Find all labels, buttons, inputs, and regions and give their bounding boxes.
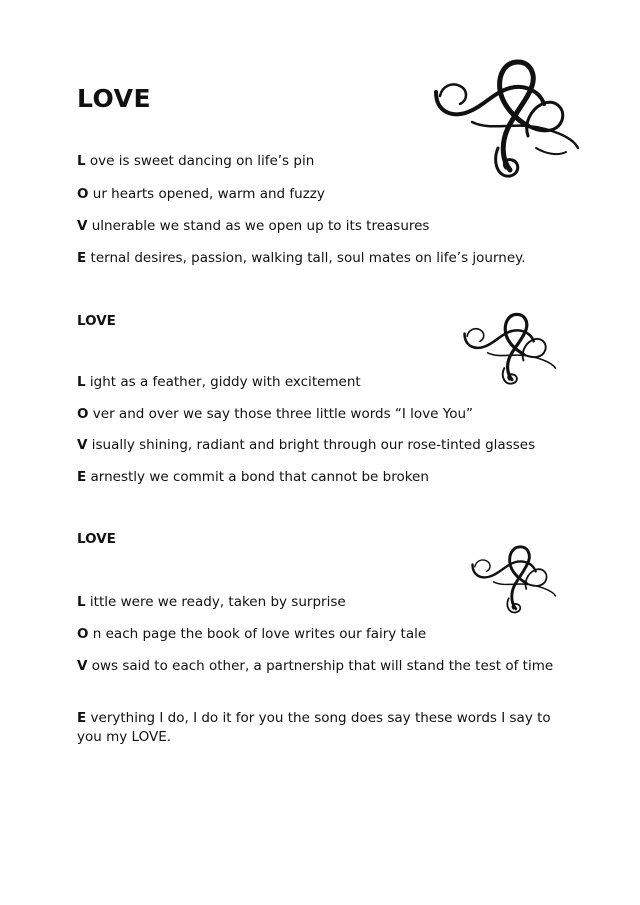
line-initial: V <box>77 437 88 453</box>
line-initial: V <box>77 218 88 234</box>
line-initial: L <box>77 153 86 169</box>
poem-2-line-3 <box>77 436 577 455</box>
line-text: ver and over we say those three little words “I love You” <box>92 406 474 422</box>
poem-2-line-1 <box>77 373 577 392</box>
poem-1-line-3 <box>77 217 577 236</box>
line-initial: E <box>77 469 87 485</box>
poem-1-title: LOVE <box>77 84 152 113</box>
line-text: ows said to each other, a partnership that will stand the test of time <box>91 658 554 674</box>
poem-2-line-4 <box>77 468 577 487</box>
line-text: isually shining, radiant and bright through our rose-tinted glasses <box>91 437 536 453</box>
poem-3-line-1 <box>77 593 577 612</box>
line-initial: O <box>77 186 89 202</box>
line-text: verything I do, I do it for you the song does say these words I say to you my LOVE. <box>77 710 551 745</box>
line-initial: V <box>77 658 88 674</box>
line-text: ight as a feather, giddy with excitement <box>89 374 361 390</box>
line-initial: O <box>77 626 89 642</box>
line-initial: L <box>77 374 86 390</box>
poem-2-title: LOVE <box>77 313 116 329</box>
poem-1-line-4 <box>77 249 577 268</box>
poem-3-line-2 <box>77 625 577 644</box>
poem-3-line-3 <box>77 657 562 676</box>
line-text: ulnerable we stand as we open up to its treasures <box>91 218 430 234</box>
line-initial: O <box>77 406 89 422</box>
line-text: arnestly we commit a bond that cannot be broken <box>90 469 429 485</box>
line-text: ove is sweet dancing on life’s pin <box>89 153 315 169</box>
line-text: ittle were we ready, taken by surprise <box>89 594 346 610</box>
poem-1-line-1 <box>77 152 577 171</box>
line-text: ur hearts opened, warm and fuzzy <box>92 186 325 202</box>
line-initial: E <box>77 250 87 266</box>
poem-1-line-2 <box>77 185 577 204</box>
poem-3-title: LOVE <box>77 531 116 547</box>
line-text: n each page the book of love writes our fairy tale <box>92 626 427 642</box>
poem-3-line-4 <box>77 709 562 747</box>
line-initial: L <box>77 594 86 610</box>
line-initial: E <box>77 710 87 726</box>
line-text: ternal desires, passion, walking tall, soul mates on life’s journey. <box>90 250 526 266</box>
poem-2-line-2 <box>77 405 577 424</box>
